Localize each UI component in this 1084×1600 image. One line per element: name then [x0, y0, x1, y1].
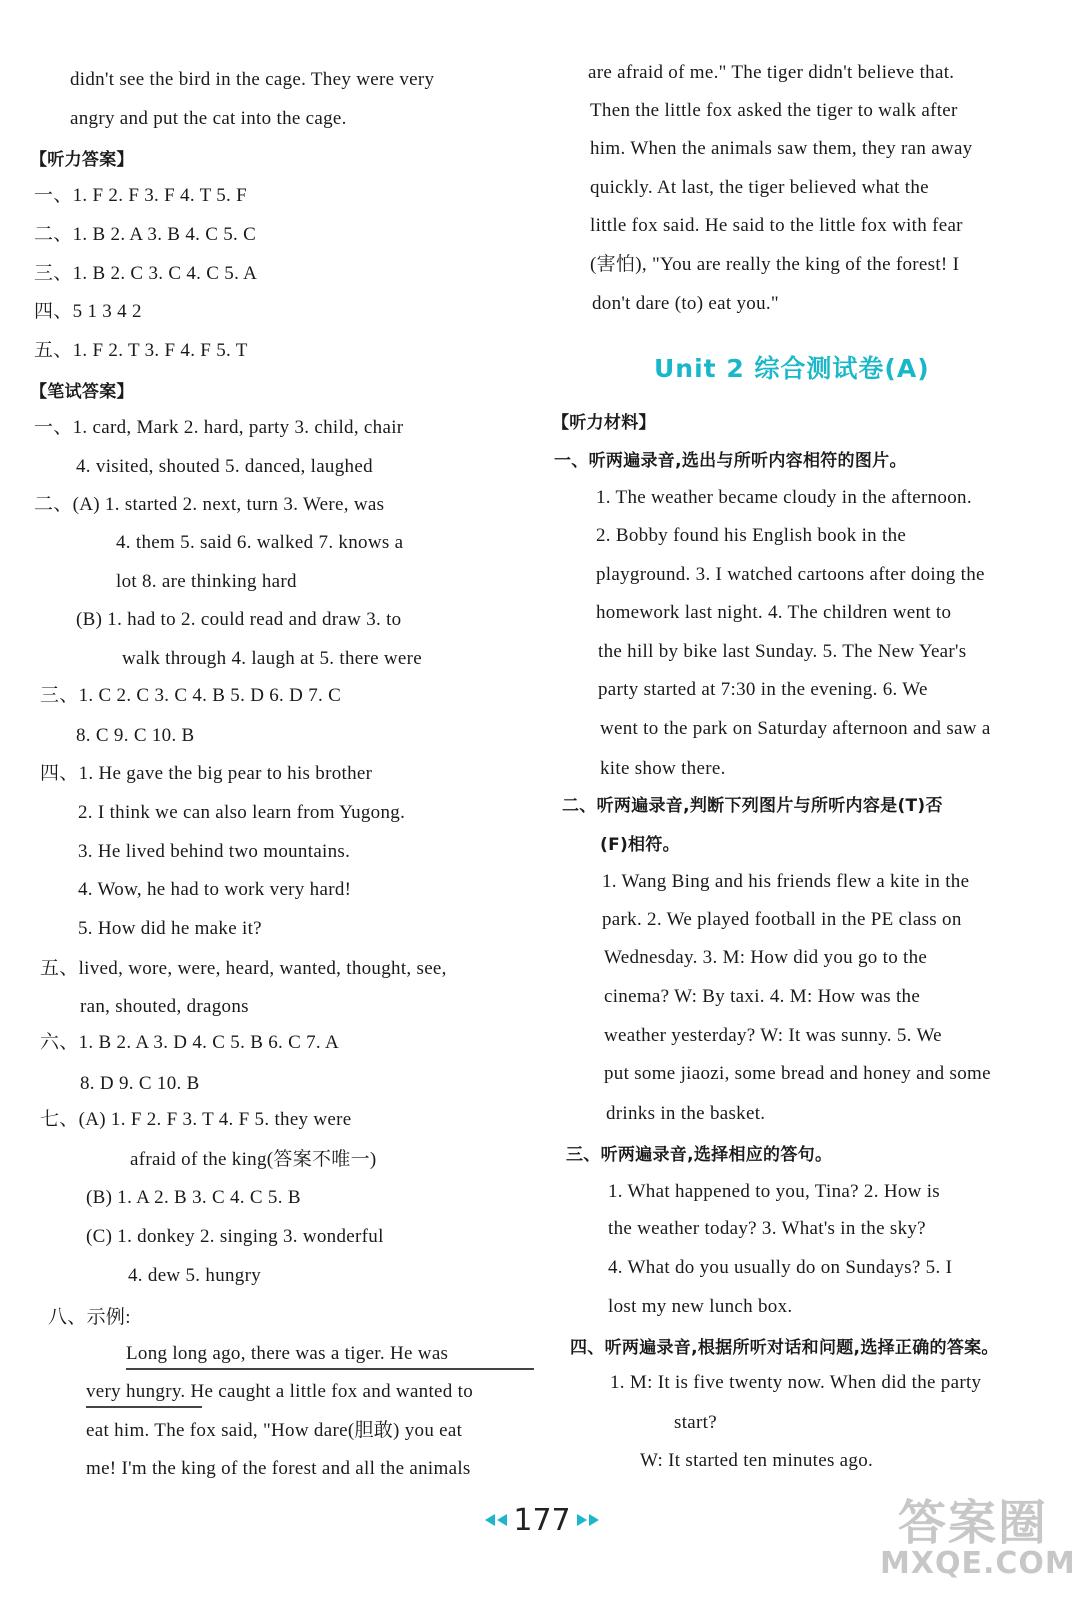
transcript-line: the hill by bike last Sunday. 5. The New Year's	[598, 641, 967, 662]
answer-row: walk through 4. laugh at 5. there were	[122, 648, 422, 669]
unit-title: Unit 2 综合测试卷(A)	[654, 354, 930, 383]
watermark-cn: 答案圈	[898, 1495, 1049, 1551]
essay-line: me! I'm the king of the forest and all the animals	[86, 1458, 471, 1479]
answer-row: 4. them 5. said 6. walked 7. knows a	[116, 532, 404, 553]
answer-row: afraid of the king(答案不唯一)	[130, 1149, 377, 1170]
answer-row: 4. visited, shouted 5. danced, laughed	[76, 456, 373, 477]
answer-row: lot 8. are thinking hard	[116, 571, 297, 592]
essay-line: eat him. The fox said, "How dare(胆敢) you eat	[86, 1420, 463, 1441]
answer-row: 4. dew 5. hungry	[128, 1265, 262, 1286]
section-heading: 【笔试答案】	[30, 382, 134, 402]
answer-row: 3. He lived behind two mountains.	[78, 841, 351, 862]
question-instruction: (F)相符。	[600, 835, 680, 855]
transcript-line: 4. What do you usually do on Sundays? 5. I	[608, 1257, 953, 1278]
answer-row: (B) 1. had to 2. could read and draw 3. to	[76, 609, 402, 630]
answer-row: (C) 1. donkey 2. singing 3. wonderful	[86, 1226, 384, 1247]
transcript-line: lost my new lunch box.	[608, 1296, 793, 1317]
transcript-line: the weather today? 3. What's in the sky?	[608, 1218, 926, 1239]
question-instruction: 三、听两遍录音,选择相应的答句。	[566, 1145, 833, 1165]
text-line: didn't see the bird in the cage. They were very	[70, 69, 435, 90]
question-instruction: 四、听两遍录音,根据所听对话和问题,选择正确的答案。	[570, 1338, 999, 1358]
transcript-line: put some jiaozi, some bread and honey and some	[604, 1063, 991, 1084]
transcript-line: start?	[674, 1412, 717, 1433]
answer-row: 四、1. He gave the big pear to his brother	[40, 763, 373, 784]
text-line: are afraid of me." The tiger didn't believe that.	[588, 62, 955, 83]
transcript-line: weather yesterday? W: It was sunny. 5. We	[604, 1025, 942, 1046]
transcript-line: park. 2. We played football in the PE class on	[602, 909, 962, 930]
answer-row: 一、1. card, Mark 2. hard, party 3. child, chair	[34, 417, 404, 438]
transcript-line: 1. Wang Bing and his friends flew a kite in the	[602, 871, 970, 892]
section-heading: 【听力答案】	[30, 150, 134, 170]
transcript-line: party started at 7:30 in the evening. 6. We	[598, 679, 928, 700]
answer-row: ran, shouted, dragons	[80, 996, 249, 1017]
text-line: Then the little fox asked the tiger to walk after	[590, 100, 958, 121]
answer-row: 一、1. F 2. F 3. F 4. T 5. F	[34, 185, 247, 206]
transcript-line: W: It started ten minutes ago.	[640, 1450, 874, 1471]
text-line: (害怕), "You are really the king of the forest! I	[590, 254, 960, 275]
section-heading: 【听力材料】	[552, 413, 656, 433]
answer-row: 八、示例:	[48, 1307, 131, 1328]
text-line: don't dare (to) eat you."	[592, 293, 779, 314]
transcript-line: homework last night. 4. The children went to	[596, 602, 952, 623]
next-arrows-icon	[577, 1514, 599, 1526]
answer-row: 4. Wow, he had to work very hard!	[78, 879, 352, 900]
essay-line: very hungry. He caught a little fox and wanted to	[86, 1381, 474, 1402]
question-instruction: 一、听两遍录音,选出与所听内容相符的图片。	[554, 451, 907, 471]
transcript-line: Wednesday. 3. M: How did you go to the	[604, 947, 928, 968]
answer-row: (B) 1. A 2. B 3. C 4. C 5. B	[86, 1187, 301, 1208]
text-line: quickly. At last, the tiger believed what the	[590, 177, 929, 198]
answer-row: 五、1. F 2. T 3. F 4. F 5. T	[34, 340, 248, 361]
text-line: him. When the animals saw them, they ran away	[590, 138, 973, 159]
transcript-line: went to the park on Saturday afternoon and saw a	[600, 718, 991, 739]
watermark-en: MXQE.COM	[880, 1546, 1076, 1581]
answer-row: 三、1. C 2. C 3. C 4. B 5. D 6. D 7. C	[40, 685, 342, 706]
answer-row: 五、lived, wore, were, heard, wanted, thought, see,	[40, 958, 447, 979]
answer-row: 8. D 9. C 10. B	[80, 1073, 200, 1094]
prev-arrows-icon	[485, 1514, 507, 1526]
transcript-line: playground. 3. I watched cartoons after doing the	[596, 564, 985, 585]
question-instruction: 二、听两遍录音,判断下列图片与所听内容是(T)否	[562, 796, 943, 816]
answer-row: 三、1. B 2. C 3. C 4. C 5. A	[34, 263, 258, 284]
transcript-line: 1. The weather became cloudy in the afternoon.	[596, 487, 972, 508]
writing-rule	[126, 1368, 534, 1370]
essay-line: Long long ago, there was a tiger. He was	[126, 1343, 449, 1364]
answer-row: 8. C 9. C 10. B	[76, 725, 195, 746]
transcript-line: drinks in the basket.	[606, 1103, 766, 1124]
page-number: 177	[513, 1502, 571, 1538]
text-line: little fox said. He said to the little fox with fear	[590, 215, 963, 236]
answer-row: 二、(A) 1. started 2. next, turn 3. Were, was	[34, 494, 385, 515]
answer-row: 六、1. B 2. A 3. D 4. C 5. B 6. C 7. A	[40, 1032, 340, 1053]
transcript-line: cinema? W: By taxi. 4. M: How was the	[604, 986, 921, 1007]
transcript-line: 1. M: It is five twenty now. When did the party	[610, 1372, 982, 1393]
answer-row: 5. How did he make it?	[78, 918, 262, 939]
writing-rule	[86, 1406, 202, 1408]
watermark-logo	[868, 1484, 1076, 1594]
transcript-line: 2. Bobby found his English book in the	[596, 525, 907, 546]
answer-row: 七、(A) 1. F 2. F 3. T 4. F 5. they were	[40, 1109, 352, 1130]
text-line: angry and put the cat into the cage.	[70, 108, 347, 129]
transcript-line: 1. What happened to you, Tina? 2. How is	[608, 1181, 940, 1202]
answer-row: 二、1. B 2. A 3. B 4. C 5. C	[34, 224, 257, 245]
answer-row: 四、5 1 3 4 2	[34, 301, 142, 322]
answer-row: 2. I think we can also learn from Yugong.	[78, 802, 406, 823]
transcript-line: kite show there.	[600, 758, 726, 779]
